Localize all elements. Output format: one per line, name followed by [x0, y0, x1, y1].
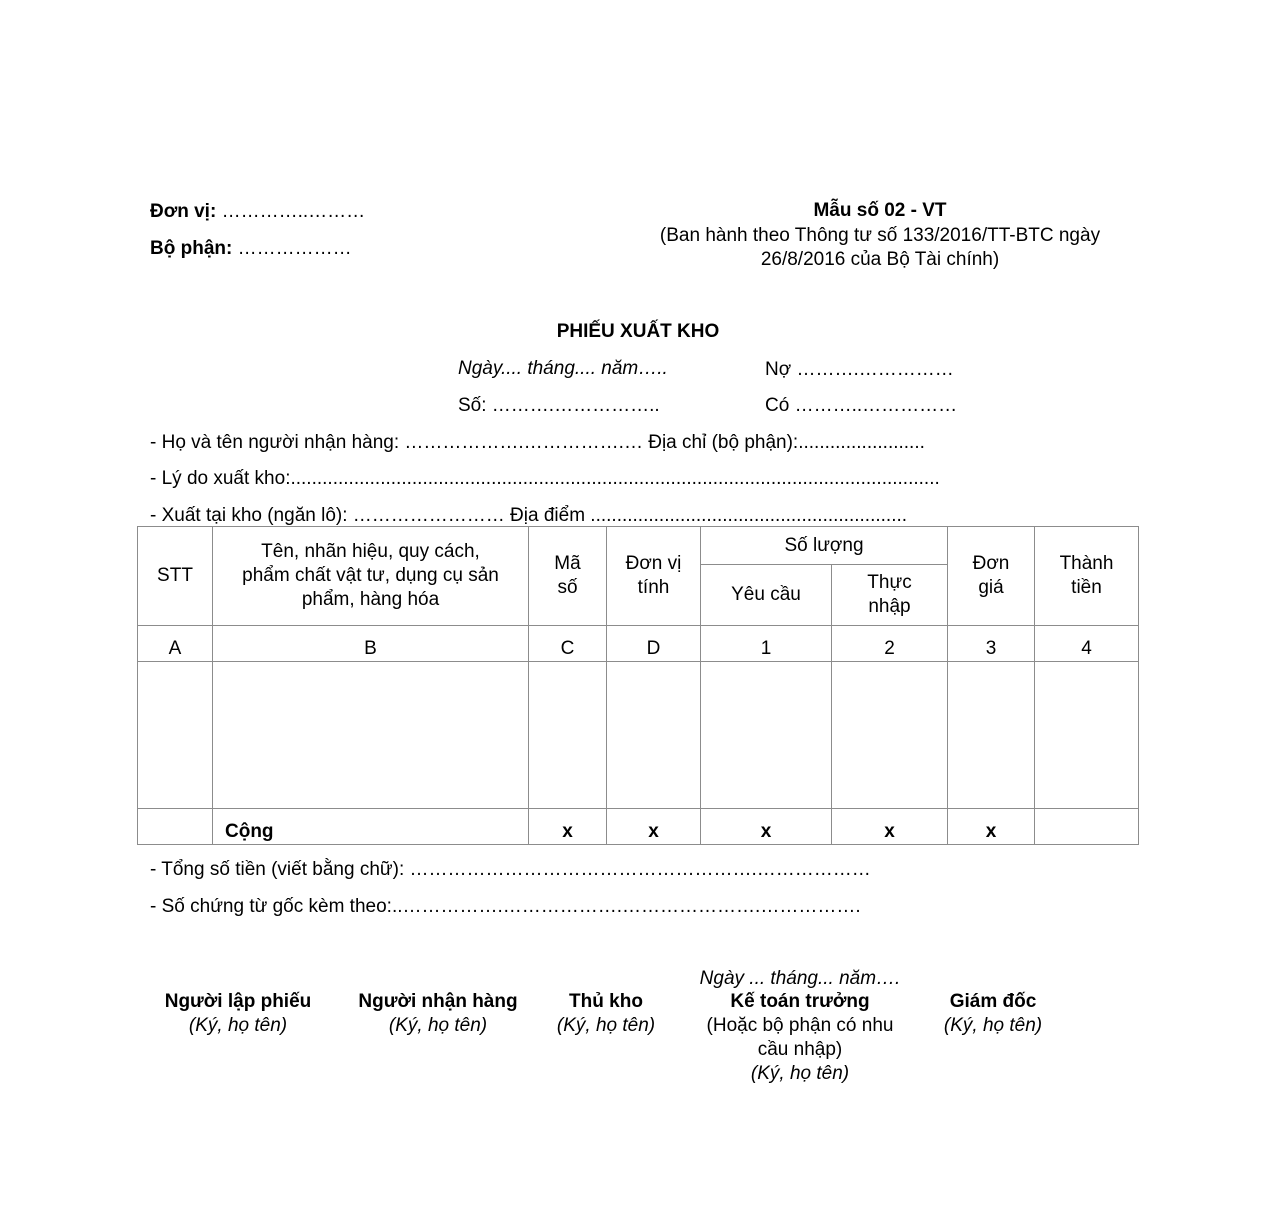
header-actual-line1: Thực: [867, 572, 912, 594]
header-stt: STT: [138, 527, 213, 626]
preparer-note: (Ký, họ tên): [188, 1015, 288, 1037]
header-unit: [607, 527, 701, 626]
storekeeper-note: (Ký, họ tên): [556, 1015, 656, 1037]
blank-cell: [138, 662, 213, 809]
chief-accountant-alt: (Hoặc bộ phận có nhu cầu nhập): [706, 1015, 894, 1061]
form-code: Mẫu số 02 - VT: [813, 200, 947, 221]
index-cell: C: [529, 626, 607, 662]
signature-receiver: [338, 990, 538, 1038]
form-code-block: [620, 199, 1140, 273]
header-actual: [832, 565, 948, 626]
blank-cell: [607, 662, 701, 809]
director-note: (Ký, họ tên): [943, 1015, 1043, 1037]
unit-label: Đơn vị:: [150, 201, 217, 222]
signature-chief-accountant: [690, 990, 910, 1087]
header-code-line2: số: [557, 577, 578, 598]
receiver-field: - Họ và tên người nhận hàng: ……………….…………….… Địa chỉ (bộ phận):........................: [150, 432, 925, 453]
header-code: [529, 527, 607, 626]
department-label: Bộ phận:: [150, 238, 233, 259]
signature-preparer: [148, 990, 328, 1038]
index-cell: 2: [832, 626, 948, 662]
index-cell: 3: [948, 626, 1035, 662]
header-item-name: [213, 527, 529, 626]
total-in-words-field: - Tổng số tiền (viết bằng chữ): ……………………………………………….………………: [150, 859, 871, 880]
goods-table: [137, 526, 1139, 845]
index-row: [138, 626, 1139, 662]
index-cell: 1: [701, 626, 832, 662]
header-unit-price: [948, 527, 1035, 626]
total-unit: x: [607, 809, 701, 845]
header-amount: [1035, 527, 1139, 626]
header-item-name-line3: phẩm, hàng hóa: [301, 588, 440, 610]
total-price: x: [948, 809, 1035, 845]
receiver-title: Người nhận hàng: [358, 991, 518, 1012]
header-unit-line2: tính: [637, 577, 670, 598]
department-line: [150, 237, 352, 261]
signature-date: Ngày ... tháng... năm….: [699, 968, 901, 989]
blank-entry-row: [138, 662, 1139, 809]
index-cell: 4: [1035, 626, 1139, 662]
index-cell: D: [607, 626, 701, 662]
form-issue-line1: (Ban hành theo Thông tư số 133/2016/TT-BTC ngày: [659, 224, 1101, 246]
blank-cell: [213, 662, 529, 809]
header-requested: Yêu cầu: [701, 565, 832, 626]
header-unit-price-line1: Đơn: [972, 553, 1010, 575]
chief-accountant-title: Kế toán trưởng: [730, 991, 870, 1012]
total-code: x: [529, 809, 607, 845]
total-row: [138, 809, 1139, 845]
header-quantity: Số lượng: [701, 527, 948, 565]
credit-line: Có ………..……………: [765, 395, 958, 416]
header-unit-price-line2: giá: [978, 577, 1004, 598]
blank-cell: [948, 662, 1035, 809]
blank-cell: [701, 662, 832, 809]
header-item-name-line2: phẩm chất vật tư, dụng cụ sản: [242, 565, 499, 587]
director-title: Giám đốc: [949, 991, 1037, 1012]
header-code-line1: Mã: [554, 553, 581, 575]
date-line: Ngày.... tháng.... năm…..: [458, 358, 668, 379]
warehouse-field: - Xuất tại kho (ngăn lô): …………………… Địa điểm ............................................................: [150, 505, 908, 526]
reason-field: - Lý do xuất kho:...........................................................................................................................: [150, 468, 940, 489]
total-requested: x: [701, 809, 832, 845]
blank-cell: [1035, 662, 1139, 809]
total-actual: x: [832, 809, 948, 845]
signature-storekeeper: [536, 990, 676, 1038]
unit-line: [150, 200, 365, 224]
header-unit-line1: Đơn vị: [625, 553, 682, 575]
number-line: Số: ……….……………..: [458, 395, 660, 416]
unit-value: …………..………: [221, 201, 366, 222]
total-amount: [1035, 809, 1139, 845]
blank-cell: [832, 662, 948, 809]
form-issue-line2: 26/8/2016 của Bộ Tài chính): [760, 249, 1000, 271]
storekeeper-title: Thủ kho: [569, 991, 643, 1012]
header-amount-line1: Thành: [1059, 553, 1114, 575]
total-stt-cell: [138, 809, 213, 845]
index-cell: A: [138, 626, 213, 662]
header-actual-line2: nhập: [868, 596, 911, 617]
table-header-row: [138, 527, 1139, 565]
department-value: ………………: [237, 238, 352, 259]
page-title: PHIẾU XUẤT KHO: [556, 321, 720, 342]
preparer-title: Người lập phiếu: [164, 991, 312, 1012]
header-amount-line2: tiền: [1071, 577, 1102, 598]
chief-accountant-note: (Ký, họ tên): [750, 1063, 850, 1085]
debit-line: Nợ ……….……………: [765, 359, 954, 380]
header-item-name-line1: Tên, nhãn hiệu, quy cách,: [261, 541, 480, 563]
total-label: Cộng: [213, 809, 529, 845]
index-cell: B: [213, 626, 529, 662]
receiver-note: (Ký, họ tên): [388, 1015, 488, 1037]
attached-docs-field: - Số chứng từ gốc kèm theo:..…………….……………….………………….…………….: [150, 896, 861, 917]
signature-director: [923, 990, 1063, 1038]
blank-cell: [529, 662, 607, 809]
